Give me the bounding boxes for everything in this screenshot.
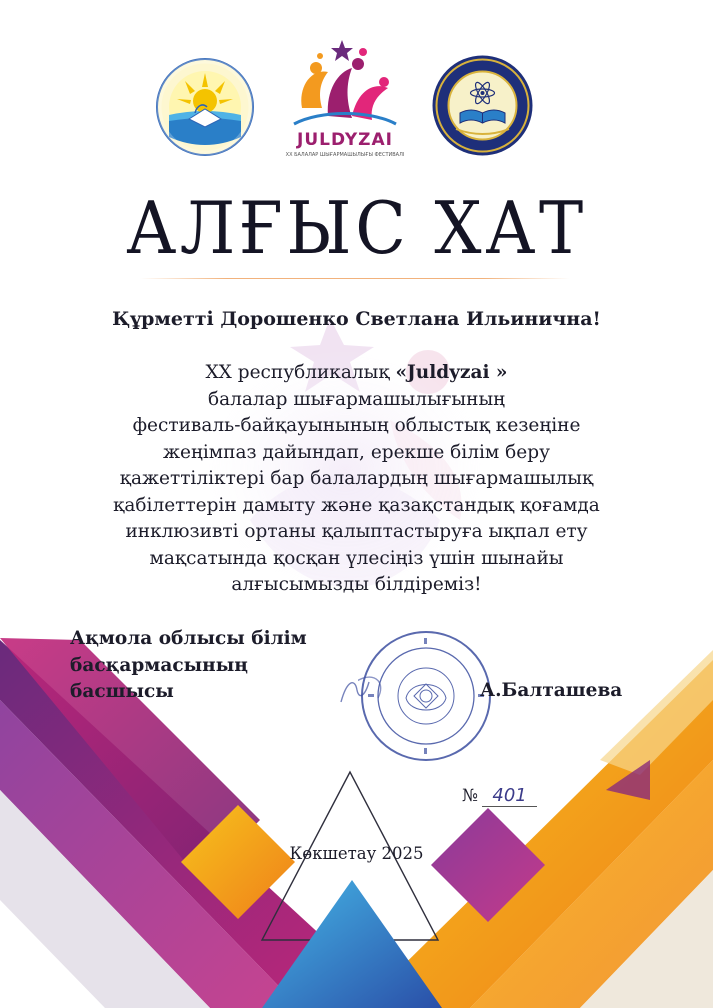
body-line: мақсатында қосқан үлесіңіз үшін шынайы <box>149 547 564 569</box>
signer-position-line: басқармасының <box>70 654 248 676</box>
juldyzai-tagline: XX БАЛАЛАР ШЫҒАРМАШЫЛЫҒЫ ФЕСТИВАЛІ <box>285 152 405 158</box>
body-line: қажеттіліктері бар балалардың шығармашылық <box>119 468 594 489</box>
page-title: АЛҒЫС ХАТ <box>126 186 587 270</box>
juldyzai-wordmark: JULDYZAI <box>297 130 393 150</box>
city-year: Көкшетау 2025 <box>289 844 424 863</box>
body-line: алғысымызды білдіреміз! <box>231 574 482 595</box>
signer-position-line: басшысы <box>70 681 174 702</box>
number-sign: № <box>462 786 479 806</box>
title-divider <box>140 278 570 279</box>
akmola-education-emblem-icon <box>155 57 255 157</box>
akmola-education-logo <box>155 57 255 157</box>
body-line-1 <box>95 360 618 387</box>
body-line: фестиваль-байқауынының облыстық кезеңіне <box>132 415 581 436</box>
official-seal-stamp-icon <box>358 628 494 764</box>
signer-position <box>70 626 307 706</box>
signature-mark <box>335 670 375 710</box>
body-line: қабілеттерін дамыту және қазақстандық қоғамда <box>113 494 600 516</box>
body-line: балалар шығармашылығының <box>207 388 506 410</box>
body-line: жеңімпаз дайындап, ерекше білім беру <box>163 441 550 463</box>
number-value: 401 <box>482 785 537 807</box>
body-text <box>95 360 618 599</box>
ministry-education-emblem-icon <box>430 53 535 158</box>
juldyzai-festival-logo-icon <box>280 38 410 133</box>
signer-position-line: Ақмола облысы білім <box>70 628 307 649</box>
body-line: инклюзивті ортаны қалыптастыруға ықпал ету <box>125 521 588 542</box>
signer-name: А.Балташева <box>480 680 623 701</box>
ministry-education-logo <box>430 53 535 158</box>
body-line-1-prefix: XX республикалық <box>205 362 396 383</box>
document-number <box>462 785 537 807</box>
juldyzai-logo <box>280 38 410 163</box>
greeting: Құрметті Дорошенко Светлана Ильинична! <box>112 308 601 330</box>
festival-brand-name: «Juldyzai » <box>395 362 508 383</box>
